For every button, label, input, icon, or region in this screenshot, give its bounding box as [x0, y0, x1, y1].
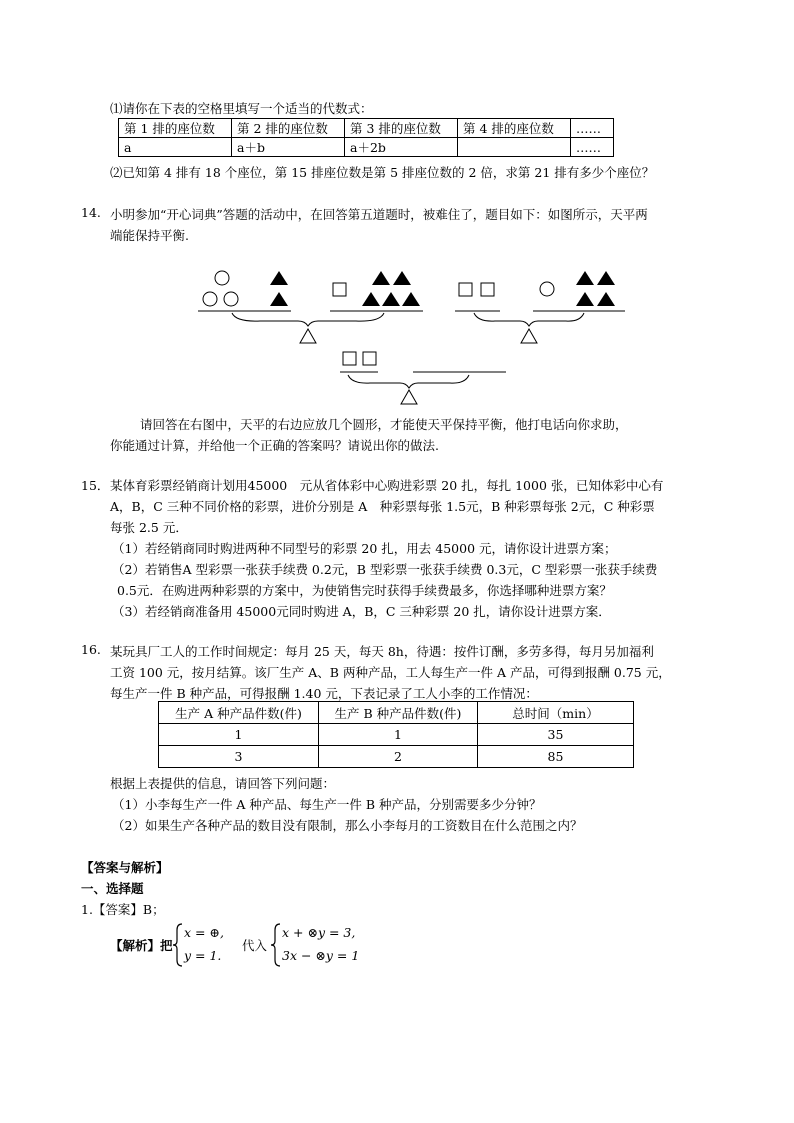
system2-line1: x + ⊗y = 3,: [282, 925, 356, 940]
triangle-shape: [362, 292, 380, 306]
p14-ask2: 你能通过计算，并给他一个正确的答案吗？请说出你的做法.: [110, 438, 439, 453]
table-cell: 2: [319, 746, 478, 768]
table-cell: 35: [478, 724, 634, 746]
pivot-triangle: [521, 329, 537, 343]
p13-q2: ⑵已知第 4 排有 18 个座位，第 15 排座位数是第 5 排座位数的 2 倍，求第 21 排有多少个座位？: [110, 165, 655, 180]
table-row: [159, 746, 634, 768]
left-brace-icon: [270, 922, 282, 968]
table-header: 生产 A 种产品件数(件): [159, 702, 319, 724]
triangle-shape: [382, 292, 400, 306]
system2-line2: 3x − ⊗y = 1: [282, 948, 360, 963]
circle-shape: [215, 271, 229, 285]
triangle-shape: [576, 271, 594, 285]
table-cell: a＋b: [232, 138, 345, 157]
dairu-text: 代入: [242, 938, 268, 953]
table-cell: 3: [159, 746, 319, 768]
jiexi-label: [110, 936, 173, 954]
answer-1: 1.【答案】B；: [81, 902, 165, 917]
p16-line1: 某玩具厂工人的工作时间规定：每月 25 天，每天 8h，待遇：按件订酬，多劳多得，每月另加福利: [110, 644, 654, 659]
balance-figure: [0, 0, 794, 420]
p15-line3: 每张 2.5 元．: [110, 520, 188, 535]
p16-number: 16.: [81, 642, 101, 657]
left-brace-icon: [172, 922, 184, 968]
table-row: [159, 724, 634, 746]
square-shape: [363, 352, 376, 365]
triangle-shape: [597, 292, 615, 306]
circle-shape: [540, 282, 554, 296]
circle-shape: [224, 292, 238, 306]
p14-ask1: 请回答在右图中，天平的右边应放几个圆形，才能使天平保持平衡，他打电话向你求助，: [140, 417, 628, 432]
triangle-shape: [270, 271, 288, 285]
table-header: 第 1 排的座位数: [119, 119, 232, 138]
square-shape: [333, 283, 346, 296]
table-header: 生产 B 种产品件数(件): [319, 702, 478, 724]
system1-line1: x = ⊕,: [184, 925, 224, 940]
answers-section: 一、选择题: [81, 881, 144, 896]
system1-line2: y = 1.: [184, 948, 222, 963]
p15-number: 15．: [81, 478, 110, 493]
p15-line2: A，B，C 三种不同价格的彩票，进价分别是 A 种彩票每张 1.5元，B 种彩票每张 2元，C 种彩票: [110, 499, 655, 514]
triangle-shape: [270, 292, 288, 306]
p14-line2: 端能保持平衡.: [110, 228, 189, 243]
triangle-shape: [393, 271, 411, 285]
p16-line3: 每生产一件 B 种产品，可得报酬 1.40 元，下表记录了工人小李的工作情况：: [110, 686, 538, 701]
triangle-shape: [402, 292, 420, 306]
triangle-shape: [597, 271, 615, 285]
table-cell: 1: [319, 724, 478, 746]
table-header: ……: [571, 119, 614, 138]
p16-s1: （1）小李每生产一件 A 种产品、每生产一件 B 种产品，分别需要多少分钟？: [112, 797, 542, 812]
table-cell: a: [119, 138, 232, 157]
square-shape: [481, 283, 494, 296]
square-shape: [459, 283, 472, 296]
triangle-shape: [576, 292, 594, 306]
table-cell: ……: [571, 138, 614, 157]
triangle-shape: [372, 271, 390, 285]
table-header: 第 2 排的座位数: [232, 119, 345, 138]
p16-line2: 工资 100 元，按月结算。该厂生产 A、B 两种产品，工人每生产一件 A 产品，可得到报酬 0.75 元，: [110, 665, 671, 680]
p14-number: 14.: [81, 205, 101, 220]
answers-heading: 【答案与解析】: [81, 860, 169, 875]
table-cell: 1: [159, 724, 319, 746]
table-cell: a＋2b: [345, 138, 458, 157]
p13-q1: ⑴请你在下表的空格里填写一个适当的代数式：: [110, 101, 373, 116]
table-cell: 85: [478, 746, 634, 768]
p14-line1: 小明参加“开心词典”答题的活动中，在回答第五道题时，被难住了，题目如下：如图所示，天平两: [110, 207, 648, 222]
p15-s2b: 0.5元．在购进两种彩票的方案中，为使销售完时获得手续费最多，你选择哪种进票方案？: [117, 583, 612, 598]
p16-s2: （2）如果生产各种产品的数目没有限制，那么小李每月的工资数目在什么范围之内？: [112, 818, 583, 833]
table-header: 第 4 排的座位数: [458, 119, 571, 138]
square-shape: [343, 352, 356, 365]
pivot-triangle: [401, 390, 417, 404]
p16-after: 根据上表提供的信息，请回答下列问题：: [110, 776, 336, 791]
table-header: 总时间（min）: [478, 702, 634, 724]
p15-s2a: （2）若销售A 型彩票一张获手续费 0.2元，B 型彩票一张获手续费 0.3元，C 型彩票一张获手续费: [112, 562, 658, 577]
p15-line1: 某体育彩票经销商计划用45000 元从省体彩中心购进彩票 20 扎，每扎 1000 张，已知体彩中心有: [110, 478, 664, 493]
p15-s3: （3）若经销商准备用 45000元同时购进 A，B，C 三种彩票 20 扎，请你设计进票方案．: [112, 604, 611, 619]
table-header: 第 3 排的座位数: [345, 119, 458, 138]
work-table: [158, 701, 634, 768]
p15-s1: （1）若经销商同时购进两种不同型号的彩票 20 扎，用去 45000 元，请你设计进票方案；: [112, 541, 617, 556]
jiexi-text: 【解析】把: [110, 938, 173, 953]
circle-shape: [203, 292, 217, 306]
pivot-triangle: [300, 329, 316, 343]
table-row: [159, 702, 634, 724]
